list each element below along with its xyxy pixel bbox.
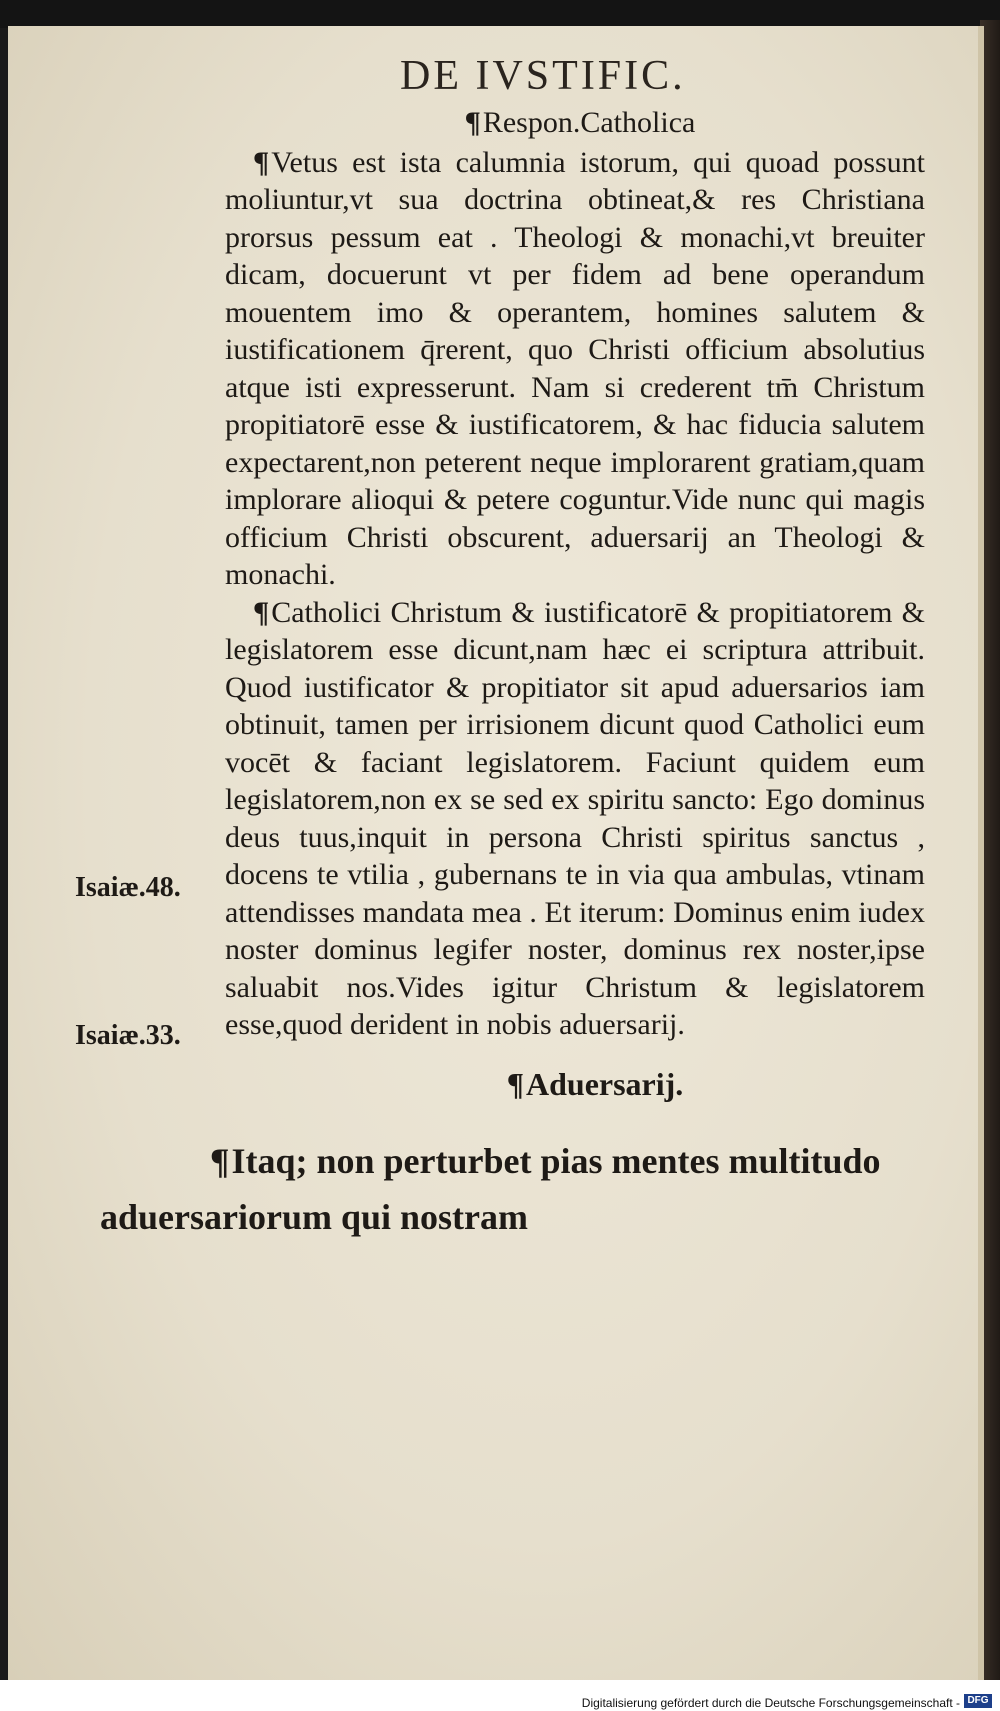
dfg-logo-icon: DFG (964, 1694, 992, 1708)
section-heading (265, 1066, 925, 1104)
pilcrow-icon: ¶ (506, 1065, 524, 1102)
pilcrow-icon: ¶ (253, 595, 270, 629)
scan-top-edge (0, 0, 1000, 28)
digitization-credit: Digitalisierung gefördert durch die Deutsche Forschungsgemeinschaft - (581, 1696, 960, 1710)
paragraph-text: Catholici Christum & iustificatorē & propitiatorem & legislatorem esse dicunt,nam hæc ei scriptura attribuit. Quod iustificator & propitiator sit apud aduersarios iam obtinuit, tamen per irrisionem dicunt quod Catholici eum vocēt & faciant legislatorem. Faciunt quidem eum legislatorem,non ex se sed ex spiritu sancto: Ego dominus deus tuus,inquit in persona Christi spiritus sanctus , docens te vtilia , gubernans te in via qua ambulas, vtinam attendisses mandata mea . Et iterum: Dominus enim iudex noster dominus legifer noster, dominus rex noster,ipse saluabit nos.Vides igitur Christum & legislatorem esse,quod derident in nobis aduersarij. (225, 595, 925, 1041)
section-heading-text: Aduersarij. (525, 1065, 684, 1102)
pilcrow-icon: ¶ (210, 1141, 230, 1181)
pilcrow-icon: ¶ (253, 145, 270, 179)
margin-note-isaiah-33: Isaiæ.33. (75, 1020, 181, 1051)
paragraph-3 (100, 1133, 931, 1245)
paragraph-1 (225, 144, 925, 594)
paragraph-text: Vetus est ista calumnia istorum, qui quoad possunt moliuntur,vt sua doctrina obtineat,& res Christiana prorsus pessum eat . Theologi & monachi,vt breuiter dicam, docuerunt vt per fidem ad bene operandum mouentem imo & operantem, homines salutem & iustificationem q̄rerent, quo Christi officium absolutius atque isti expresserunt. Nam si crederent tm̄ Christum propitiatorē esse & iustificatorem, & hac fiducia salutem expectarent,non peterent neque implorarent gratiam,quam implorare alioqui & petere coguntur.Vide nunc qui magis officium Christi obscurent, aduersarij an Theologi & monachi. (225, 145, 925, 591)
subheading-text: Respon.Catholica (482, 106, 696, 139)
running-title: DE IVSTIFIC. (400, 53, 686, 99)
paragraph-2 (225, 594, 925, 1044)
paragraph-text: Itaq; non perturbet pias mentes multitudo aduersariorum qui nostram (100, 1141, 881, 1237)
subheading (225, 104, 925, 142)
pilcrow-icon: ¶ (464, 106, 481, 139)
margin-note-isaiah-48: Isaiæ.48. (75, 872, 181, 903)
